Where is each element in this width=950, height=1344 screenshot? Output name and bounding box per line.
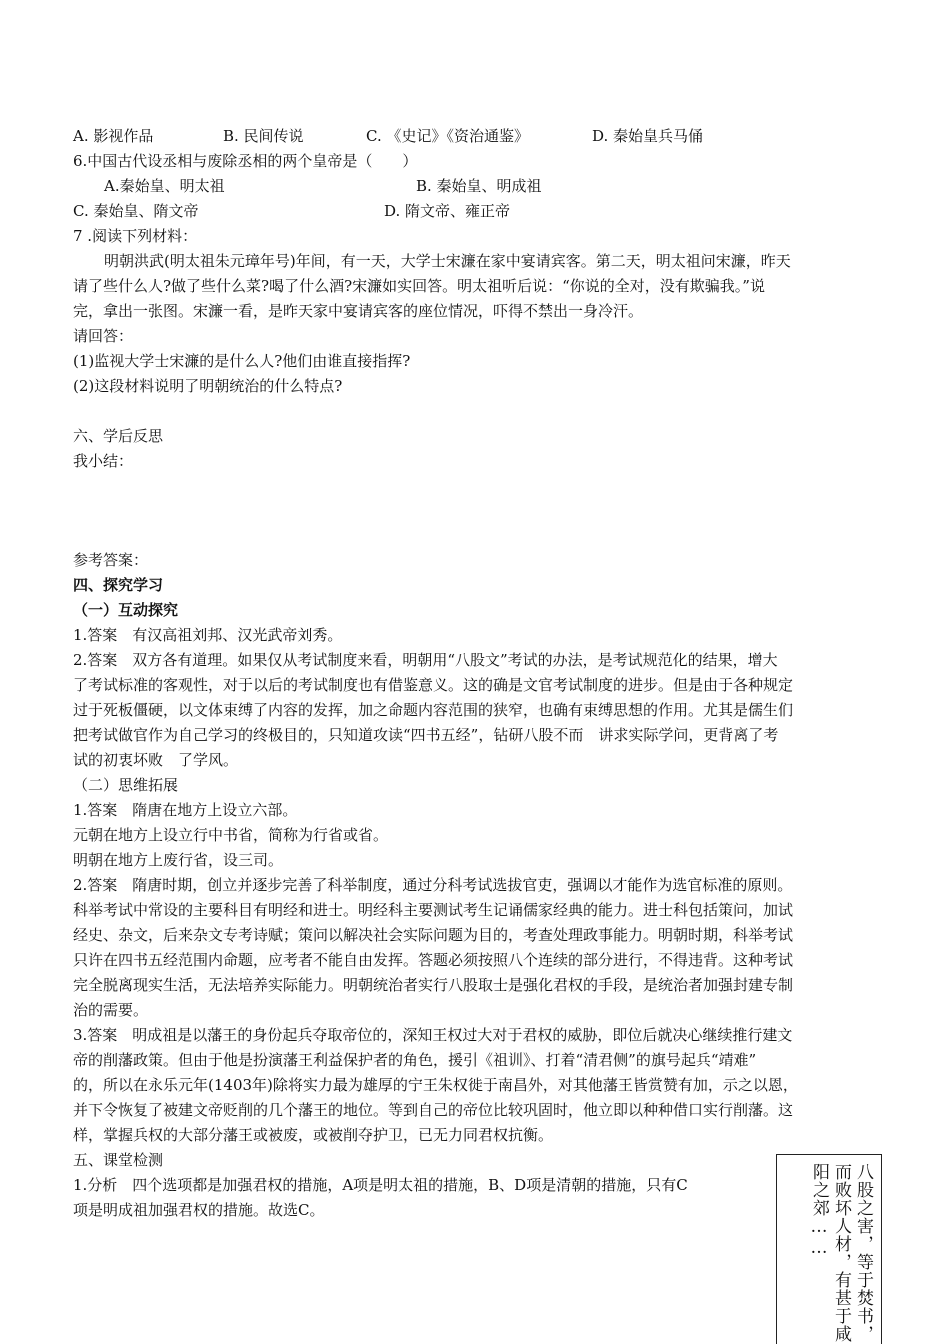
sidebar-quote-col3: 阳之郊…… (809, 1163, 829, 1259)
subsection1-heading: （一）互动探究 (73, 601, 179, 619)
answer-b2-line: 治的需要。 (73, 1001, 149, 1019)
answer-b3-line: 帝的削藩政策。但由于他是扮演藩王利益保护者的角色，援引《祖训》、打着“清君侧”的旗号起兵“靖难” (73, 1051, 757, 1069)
reflection-heading: 六、学后反思 (73, 427, 164, 445)
answer-b2-line: 经史、杂文，后来杂文专考诗赋；策问以解决社会实际问题为目的，考查处理政事能力。明朝时期，科举考试 (73, 926, 794, 944)
answer-a1: 1.答案 有汉高祖刘邦、汉光武帝刘秀。 (73, 626, 343, 644)
q7-passage-line: 明朝洪武(明太祖朱元璋年号)年间，有一天，大学士宋濂在家中宴请宾客。第二天，明太祖问宋濂，昨天 (104, 252, 791, 270)
answer-b1-line: 元朝在地方上设立行中书省，简称为行省或省。 (73, 826, 389, 844)
answer-a2-line: 过于死板僵硬，以文体束缚了内容的发挥，加之命题内容范围的狭窄，也确有束缚思想的作用。尤其是儒生们 (73, 701, 794, 719)
q7-passage-line: 请了些什么人?做了些什么菜?喝了什么酒?宋濂如实回答。明太祖听后说：“你说的全对，没有欺骗我。”说 (73, 277, 765, 295)
answer-c1-line: 1.分析 四个选项都是加强君权的措施，A项是明太祖的措施，B、D项是清朝的措施，只有C (73, 1176, 688, 1194)
answer-b2-line: 只许在四书五经范围内命题，应考者不能自由发挥。答题必须按照八个连续的部分进行，不得违背。这种考试 (73, 951, 794, 969)
q5-option-c: C. 《史记》《资治通鉴》 (366, 127, 529, 145)
sidebar-quote-box (776, 1154, 882, 1344)
section5-heading: 五、课堂检测 (73, 1151, 164, 1169)
answer-b2-line: 科举考试中常设的主要科目有明经和进士。明经科主要测试考生记诵儒家经典的能力。进士科包括策问，加试 (73, 901, 794, 919)
section4-heading: 四、探究学习 (73, 576, 164, 594)
q5-option-a: A. 影视作品 (73, 127, 154, 145)
answer-b3-line: 的，所以在永乐元年(1403年)除将实力最为雄厚的宁王朱权徙于南昌外，对其他藩王皆赏赞有加，示之以恩， (73, 1076, 798, 1094)
q7-sub1: (1)监视大学士宋濂的是什么人?他们由谁直接指挥? (73, 352, 411, 370)
reflection-summary: 我小结： (73, 452, 134, 470)
subsection2-heading: （二）思维拓展 (73, 776, 179, 794)
q7-prompt: 请回答： (73, 327, 134, 345)
sidebar-quote-col2: 而败坏人材，有甚于咸 (831, 1163, 851, 1343)
q5-option-b: B. 民间传说 (223, 127, 304, 145)
answer-b2-line: 完全脱离现实生活，无法培养实际能力。明朝统治者实行八股取士是强化君权的手段，是统治者加强封建专制 (73, 976, 794, 994)
q5-option-d: D. 秦始皇兵马俑 (592, 127, 704, 145)
q7-title: 7 .阅读下列材料： (73, 227, 198, 245)
answer-b3-line: 并下令恢复了被建文帝贬削的几个藩王的地位。等到自己的帝位比较巩固时，他立即以种种借口实行削藩。这 (73, 1101, 794, 1119)
answer-a2-line: 试的初衷坏败 了学风。 (73, 751, 239, 769)
answer-b1-line: 1.答案 隋唐在地方上设立六部。 (73, 801, 298, 819)
q7-sub2: (2)这段材料说明了明朝统治的什么特点? (73, 377, 343, 395)
answer-a2-line: 2.答案 双方各有道理。如果仅从考试制度来看，明朝用“八股文”考试的办法，是考试规范化的结果，增大 (73, 651, 778, 669)
answers-heading: 参考答案： (73, 551, 149, 569)
q6-option-a: A.秦始皇、明太祖 (104, 177, 225, 195)
q6-option-b: B. 秦始皇、明成祖 (416, 177, 542, 195)
answer-b3-line: 样，掌握兵权的大部分藩王或被废，或被削夺护卫，已无力同君权抗衡。 (73, 1126, 554, 1144)
answer-a2-line: 了考试标准的客观性，对于以后的考试制度也有借鉴意义。这的确是文官考试制度的进步。但是由于各种规定 (73, 676, 794, 694)
q6-question: 6.中国古代设丞相与废除丞相的两个皇帝是（ ） (73, 152, 418, 170)
q7-passage-line: 完，拿出一张图。宋濂一看，是昨天家中宴请宾客的座位情况，吓得不禁出一身冷汗。 (73, 302, 644, 320)
q6-option-d: D. 隋文帝、雍正帝 (384, 202, 511, 220)
q6-option-c: C. 秦始皇、隋文帝 (73, 202, 199, 220)
answer-c1-line: 项是明成祖加强君权的措施。故选C。 (73, 1201, 325, 1219)
sidebar-quote-col1: 八股之害，等于焚书， (853, 1163, 873, 1343)
answer-b1-line: 明朝在地方上废行省，设三司。 (73, 851, 284, 869)
q5-options (73, 126, 703, 146)
answer-a2-line: 把考试做官作为自己学习的终极目的，只知道攻读“四书五经”，钻研八股不而 讲求实际学问，更背离了考 (73, 726, 779, 744)
answer-b2-line: 2.答案 隋唐时期，创立并逐步完善了科举制度，通过分科考试选拔官吏，强调以才能作为选官标准的原则。 (73, 876, 793, 894)
answer-b3-line: 3.答案 明成祖是以藩王的身份起兵夺取帝位的，深知王权过大对于君权的威胁，即位后就决心继续推行建文 (73, 1026, 793, 1044)
